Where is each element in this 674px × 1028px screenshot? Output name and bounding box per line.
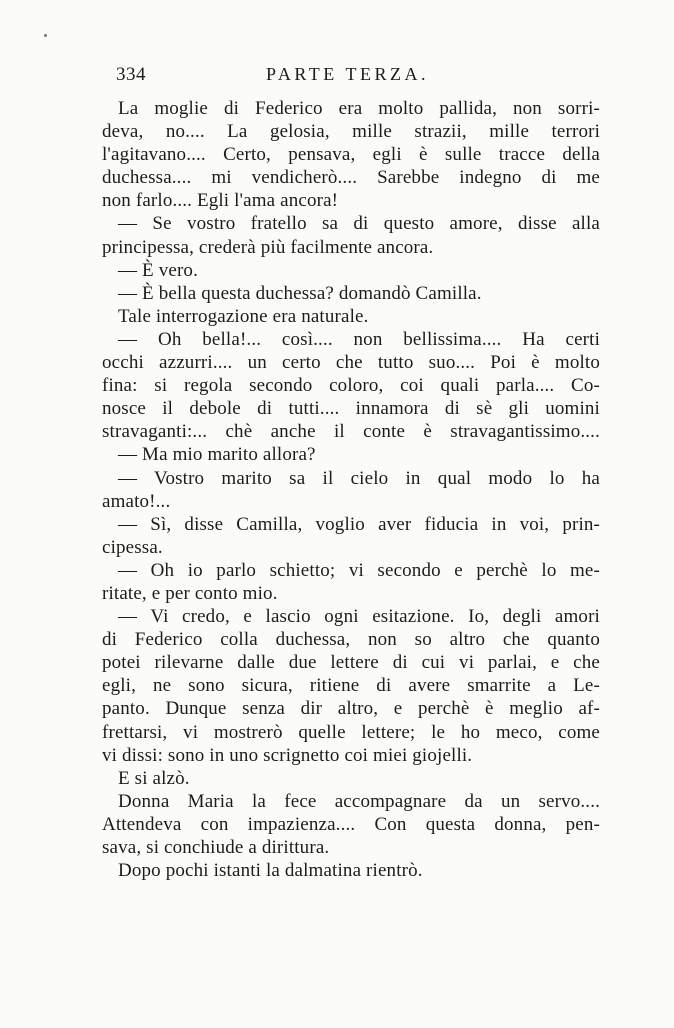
text-line: deva, no.... La gelosia, mille strazii, mille terrori bbox=[102, 121, 600, 143]
text-line: Attendeva con impazienza.... Con questa donna, pen- bbox=[102, 813, 600, 835]
page-header bbox=[116, 64, 596, 90]
text-line: egli, ne sono sicura, ritiene di avere smarrite a Le- bbox=[102, 675, 600, 697]
text-line: l'agitavano.... Certo, pensava, egli è sulle tracce della bbox=[102, 144, 600, 166]
text-line: — Vostro marito sa il cielo in qual modo lo ha bbox=[118, 467, 600, 489]
text-line: potei rilevarne dalle due lettere di cui vi parlai, e che bbox=[102, 652, 600, 674]
text-line: Dopo pochi istanti la dalmatina rientrò. bbox=[118, 860, 423, 882]
text-line: duchessa.... mi vendicherò.... Sarebbe indegno di me bbox=[102, 167, 600, 189]
text-line: La moglie di Federico era molto pallida, non sorri- bbox=[118, 98, 600, 119]
text-line: non farlo.... Egli l'ama ancora! bbox=[102, 190, 339, 212]
text-line: stravaganti:... chè anche il conte è stravagantissimo.... bbox=[102, 421, 600, 443]
text-line: amato!... bbox=[102, 490, 171, 512]
text-line: — Vi credo, e lascio ogni esitazione. Io, degli amori bbox=[118, 606, 600, 628]
text-line: — Oh io parlo schietto; vi secondo e perchè lo me- bbox=[118, 559, 600, 581]
paper-speck bbox=[44, 34, 47, 37]
text-line: frettarsi, vi mostrerò quelle lettere; le ho meco, come bbox=[102, 721, 600, 743]
running-head: PARTE TERZA. bbox=[266, 64, 429, 84]
text-line: ritate, e per conto mio. bbox=[102, 582, 278, 604]
text-line: Tale interrogazione era naturale. bbox=[118, 305, 369, 327]
text-line: — Ma mio marito allora? bbox=[118, 444, 316, 466]
text-line: cipessa. bbox=[102, 536, 163, 558]
text-line: principessa, crederà più facilmente ancora. bbox=[102, 236, 434, 258]
text-line: — Se vostro fratello sa di questo amore, disse alla bbox=[118, 213, 600, 235]
text-line: Donna Maria la fece accompagnare da un servo.... bbox=[118, 790, 600, 812]
text-line: nosce il debole di tutti.... innamora di sè gli uomini bbox=[102, 398, 600, 420]
text-line: fina: si regola secondo coloro, coi quali parla.... Co- bbox=[102, 375, 600, 397]
text-line: — È vero. bbox=[118, 259, 198, 281]
text-line: panto. Dunque senza dir altro, e perchè è meglio af- bbox=[102, 698, 600, 720]
text-line: — Oh bella!... così.... non bellissima.... Ha certi bbox=[118, 328, 600, 350]
text-line: di Federico colla duchessa, non so altro che quanto bbox=[102, 629, 600, 651]
text-line: E si alzò. bbox=[118, 767, 190, 789]
text-line: sava, si conchiude a dirittura. bbox=[102, 837, 330, 858]
text-line: occhi azzurri.... un certo che tutto suo.... Poi è molto bbox=[102, 352, 600, 374]
text-line: — È bella questa duchessa? domandò Camilla. bbox=[118, 282, 482, 304]
text-line: — Sì, disse Camilla, voglio aver fiducia in voi, prin- bbox=[118, 513, 600, 535]
body-text bbox=[102, 97, 600, 882]
page-number: 334 bbox=[116, 64, 146, 85]
text-line: vi dissi: sono in uno scrignetto coi miei giojelli. bbox=[102, 744, 473, 766]
